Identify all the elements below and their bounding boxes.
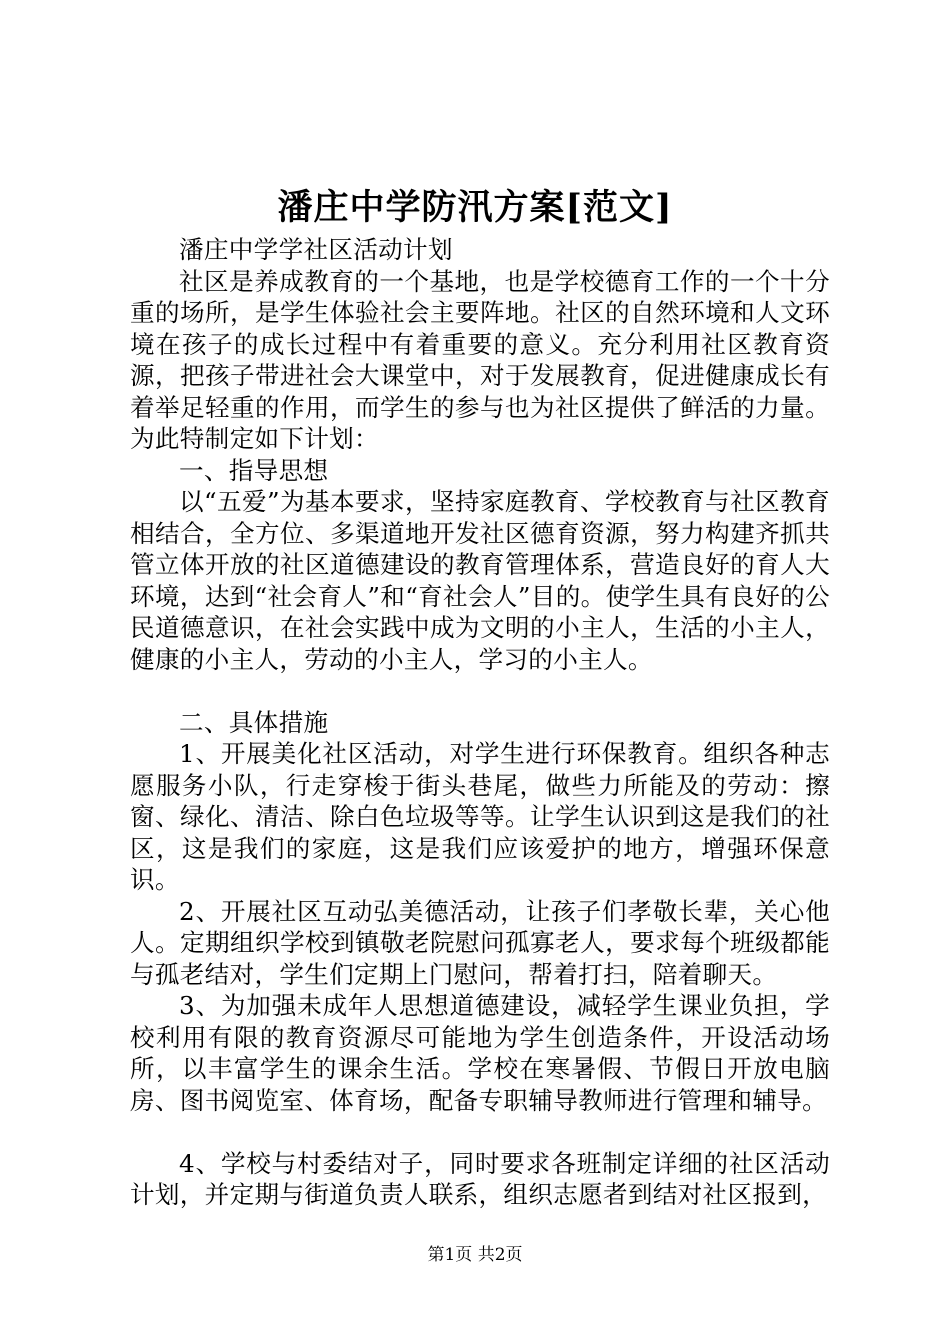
plan-subtitle: 潘庄中学学社区活动计划: [179, 235, 453, 264]
measure-paragraph-4: 4、学校与村委结对子，同时要求各班制定详细的社区活动计划，并定期与街道负责人联系，组织志愿者到结对社区报到，: [130, 1148, 830, 1209]
document-body: [130, 234, 830, 1211]
intro-paragraph: 社区是养成教育的一个基地，也是学校德育工作的一个十分重的场所，是学生体验社会主要阵地。社区的自然环境和人文环境在孩子的成长过程中有着重要的意义。充分利用社区教育资源，把孩子带进社会大课堂中，对于发展教育，促进健康成长有着举足轻重的作用，而学生的参与也为社区提供了鲜活的力量。为此特制定如下计划：: [130, 266, 830, 453]
page-number-footer: 第1页 共2页: [427, 1245, 523, 1265]
paragraph-spacer: [130, 1116, 830, 1148]
document-title: 潘庄中学防汛方案[范文]: [277, 187, 673, 228]
section-heading-guiding-thought: 一、指导思想: [179, 455, 329, 485]
guiding-thought-paragraph: 以“五爱”为基本要求，坚持家庭教育、学校教育与社区教育相结合，全方位、多渠道地开发社区德育资源，努力构建齐抓共管立体开放的社区道德建设的教育管理体系，营造良好的育人大环境，达到“社会育人”和“育社会人”目的。使学生具有良好的公民道德意识，在社会实践中成为文明的小主人，生活的小主人，健康的小主人，劳动的小主人，学习的小主人。: [130, 487, 830, 674]
measure-paragraph-1: 1、开展美化社区活动，对学生进行环保教育。组织各种志愿服务小队，行走穿梭于街头巷尾，做些力所能及的劳动：擦窗、绿化、清洁、除白色垃圾等等。让学生认识到这是我们的社区，这是我们的家庭，这是我们应该爱护的地方，增强环保意识。: [130, 739, 830, 894]
paragraph-spacer: [130, 675, 830, 707]
measure-paragraph-2: 2、开展社区互动弘美德活动，让孩子们孝敬长辈，关心他人。定期组织学校到镇敬老院慰问孤寡老人，要求每个班级都能与孤老结对，学生们定期上门慰问，帮着打扫，陪着聊天。: [130, 896, 830, 989]
measure-paragraph-3: 3、为加强未成年人思想道德建设，减轻学生课业负担，学校利用有限的教育资源尽可能地为学生创造条件，开设活动场所，以丰富学生的课余生活。学校在寒暑假、节假日开放电脑房、图书阅览室、体育场，配备专职辅导教师进行管理和辅导。: [130, 991, 830, 1115]
section-heading-measures: 二、具体措施: [179, 707, 329, 737]
